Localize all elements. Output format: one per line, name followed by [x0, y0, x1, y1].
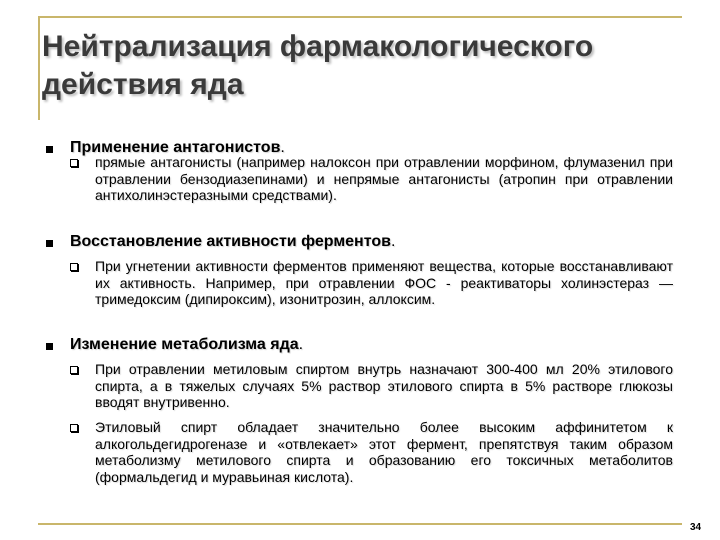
hollow-square-bullet-icon	[70, 424, 78, 432]
section-heading-enzymes: Восстановление активности ферментов.	[70, 233, 396, 250]
list-item-antagonists-text: прямые антагонисты (например налоксон при отравлении морфином, флумазенил при отравлении бензодиазепинами) и непрямые антагонисты (атропин при отравлении антихолинэстеразными средствами).	[95, 154, 673, 203]
square-bullet-icon	[46, 343, 53, 350]
list-item-enzymes-text: При угнетении активности ферментов применяют вещества, которые восстанавливают их активность. Например, при отравлении ФОС - реактиваторы холинэстераз — тримедоксим (дипироксим), изонитрозин, аллоксим.	[95, 258, 673, 307]
left-border-line	[38, 16, 40, 120]
square-bullet-icon	[46, 146, 53, 153]
hollow-square-bullet-icon	[70, 263, 78, 271]
hollow-square-bullet-icon	[70, 366, 78, 374]
hollow-square-bullet-icon	[70, 159, 78, 167]
section-heading-antagonists: Применение антагонистов.	[70, 139, 285, 156]
section-heading-metabolism: Изменение метаболизма яда.	[70, 336, 304, 353]
slide-title: Нейтрализация фармакологического действия яда	[42, 30, 594, 101]
page-number: 34	[690, 522, 702, 533]
bottom-border-line	[38, 523, 682, 525]
list-item-ethanol-text: Этиловый спирт обладает значительно более высоким аффинитетом к алкогольдегидрогеназе и «отвлекает» этот фермент, препятствуя таким образом метаболизму метилового спирта и образованию его токсичных метаболитов (формальдегид и муравьиная кислота).	[95, 419, 673, 485]
square-bullet-icon	[46, 240, 53, 247]
list-item-methanol-text: При отравлении метиловым спиртом внутрь назначают 300-400 мл 20% этилового спирта, а в тяжелых случаях 5% раствор этилового спирта в 5% растворе глюкозы вводят внутривенно.	[95, 361, 673, 410]
top-border-line	[38, 16, 682, 18]
